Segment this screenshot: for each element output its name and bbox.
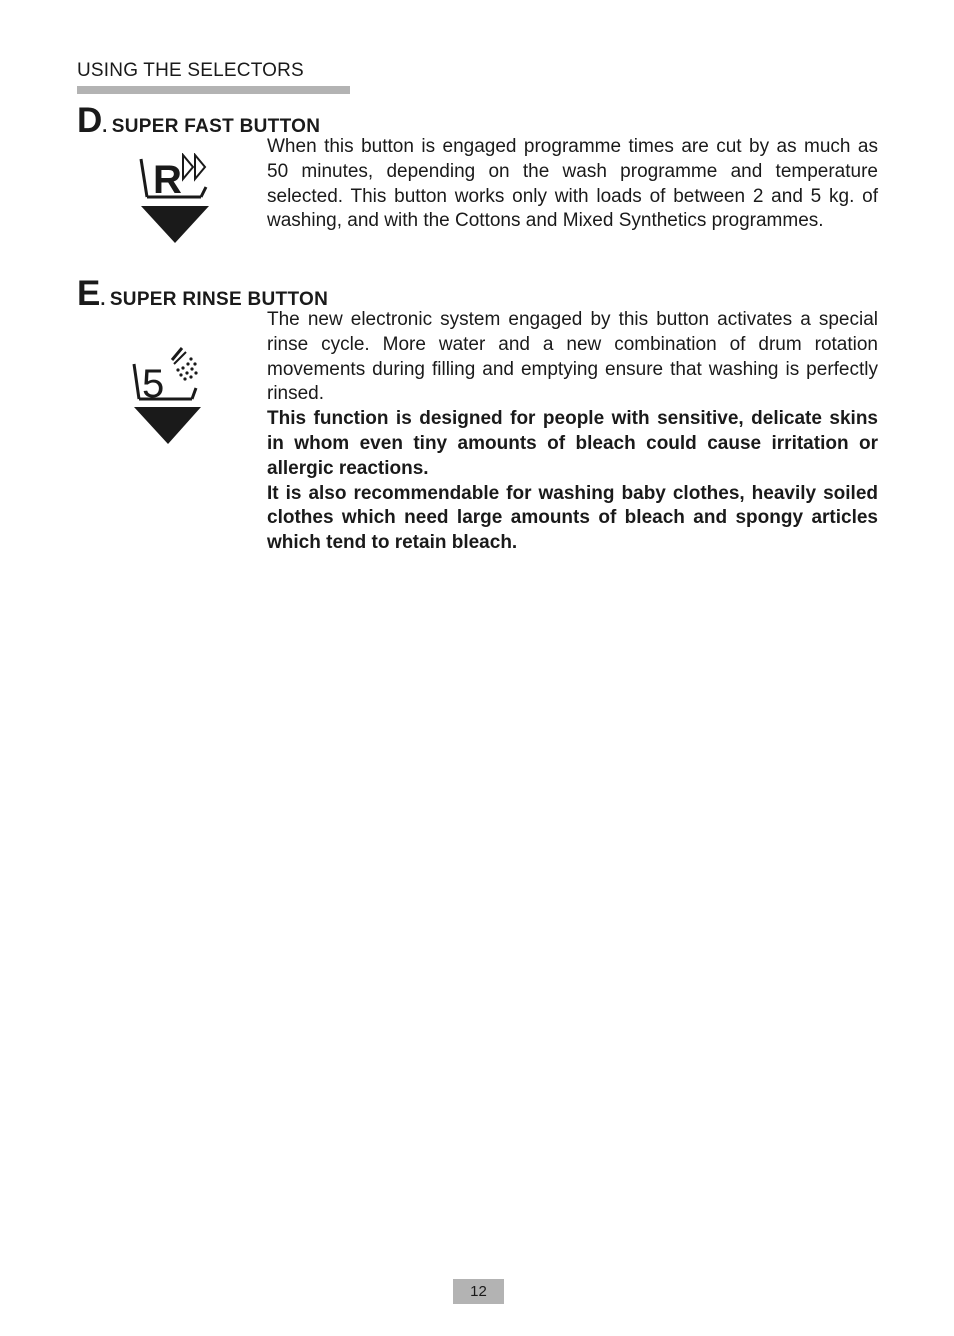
- super-fast-button-icon: [135, 153, 215, 250]
- section-d-letter: D: [77, 101, 103, 140]
- section-d-paragraph: When this button is engaged programme times are cut by as much as 50 minutes, depending on the wash programme and temperature selected. This button works only with loads of between 2 and 5 kg. of washing, and with the Cottons and Mixed Synthetics programmes.: [267, 136, 878, 232]
- section-d-heading: [77, 103, 320, 138]
- section-e-paragraph: The new electronic system engaged by this button activates a special rinse cycle. More water and a new combination of drum rotation movements during filling and emptying ensure that washing is perfectly rinsed.: [267, 309, 878, 405]
- svg-text:R: R: [153, 158, 182, 202]
- section-e-bold-paragraph-2: It is also recommendable for washing baby clothes, heavily soiled clothes which need large amounts of bleach and spongy articles which tend to retain bleach.: [267, 482, 878, 554]
- page-header: USING THE SELECTORS: [77, 60, 304, 81]
- section-d-body: [267, 135, 878, 234]
- section-e-separator: .: [100, 289, 106, 309]
- super-rinse-button-icon: [130, 344, 210, 451]
- section-e-title: SUPER RINSE BUTTON: [109, 289, 329, 310]
- section-d-separator: .: [102, 116, 108, 136]
- header-rule: [77, 86, 350, 94]
- section-e-bold-paragraph-1: This function is designed for people with sensitive, delicate skins in whom even tiny amounts of bleach could cause irritation or allergic reactions.: [267, 408, 878, 479]
- section-d-title: SUPER FAST BUTTON: [111, 116, 321, 137]
- svg-text:5: 5: [142, 362, 165, 406]
- page-number-text: 12: [470, 1283, 487, 1300]
- section-e-body: [267, 308, 878, 556]
- section-e-heading: [77, 276, 328, 311]
- section-e-letter: E: [77, 274, 101, 313]
- page-number: [453, 1279, 504, 1304]
